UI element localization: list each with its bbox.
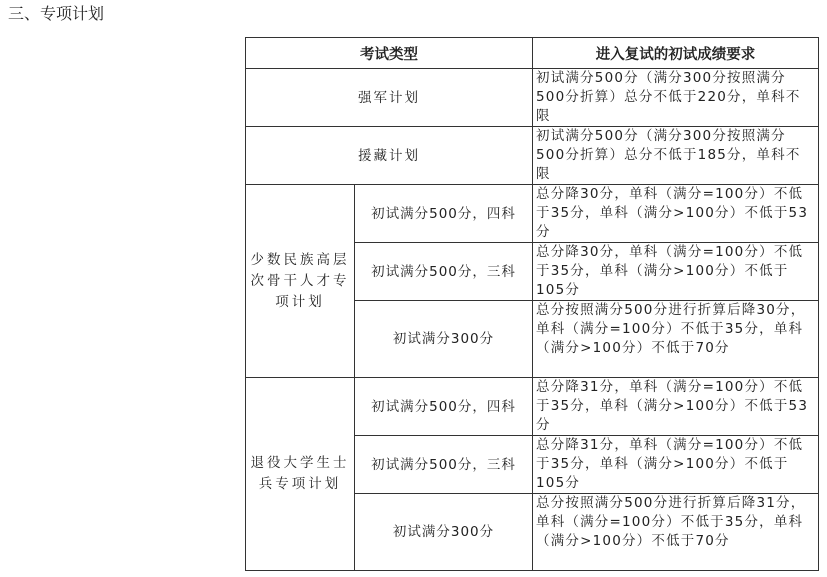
category-minority: 少数民族高层次骨干人才专项计划 — [246, 185, 355, 378]
requirement-yuanzang: 初试满分500分（满分300分按照满分500分折算）总分不低于185分，单科不限 — [533, 127, 819, 185]
subtype-minority-500-three: 初试满分500分，三科 — [355, 243, 533, 301]
table-row — [246, 378, 819, 436]
subtype-minority-500-four: 初试满分500分，四科 — [355, 185, 533, 243]
table-row — [246, 69, 819, 127]
table-header-row — [246, 38, 819, 69]
requirement-qiangjun: 初试满分500分（满分300分按照满分500分折算）总分不低于220分，单科不限 — [533, 69, 819, 127]
table-row — [246, 185, 819, 243]
requirement-minority-500-four: 总分降30分，单科（满分=100分）不低于35分，单科（满分>100分）不低于53分 — [533, 185, 819, 243]
category-veteran: 退役大学生士兵专项计划 — [246, 378, 355, 571]
subtype-veteran-500-three: 初试满分500分，三科 — [355, 436, 533, 494]
table-row — [246, 127, 819, 185]
requirement-veteran-300: 总分按照满分500分进行折算后降31分，单科（满分=100分）不低于35分，单科（满分>100分）不低于70分 — [533, 494, 819, 571]
requirement-minority-500-three: 总分降30分，单科（满分=100分）不低于35分，单科（满分>100分）不低于105分 — [533, 243, 819, 301]
header-score-requirement: 进入复试的初试成绩要求 — [533, 38, 819, 69]
requirement-veteran-500-four: 总分降31分，单科（满分=100分）不低于35分，单科（满分>100分）不低于53分 — [533, 378, 819, 436]
requirement-veteran-500-three: 总分降31分，单科（满分=100分）不低于35分，单科（满分>100分）不低于105分 — [533, 436, 819, 494]
subtype-minority-300: 初试满分300分 — [355, 301, 533, 378]
subtype-veteran-500-four: 初试满分500分，四科 — [355, 378, 533, 436]
special-plan-table — [245, 37, 819, 571]
plan-type-yuanzang: 援藏计划 — [246, 127, 533, 185]
plan-type-qiangjun: 强军计划 — [246, 69, 533, 127]
requirement-minority-300: 总分按照满分500分进行折算后降30分，单科（满分=100分）不低于35分，单科（满分>100分）不低于70分 — [533, 301, 819, 378]
header-exam-type: 考试类型 — [246, 38, 533, 69]
subtype-veteran-300: 初试满分300分 — [355, 494, 533, 571]
section-heading: 三、专项计划 — [8, 4, 105, 23]
